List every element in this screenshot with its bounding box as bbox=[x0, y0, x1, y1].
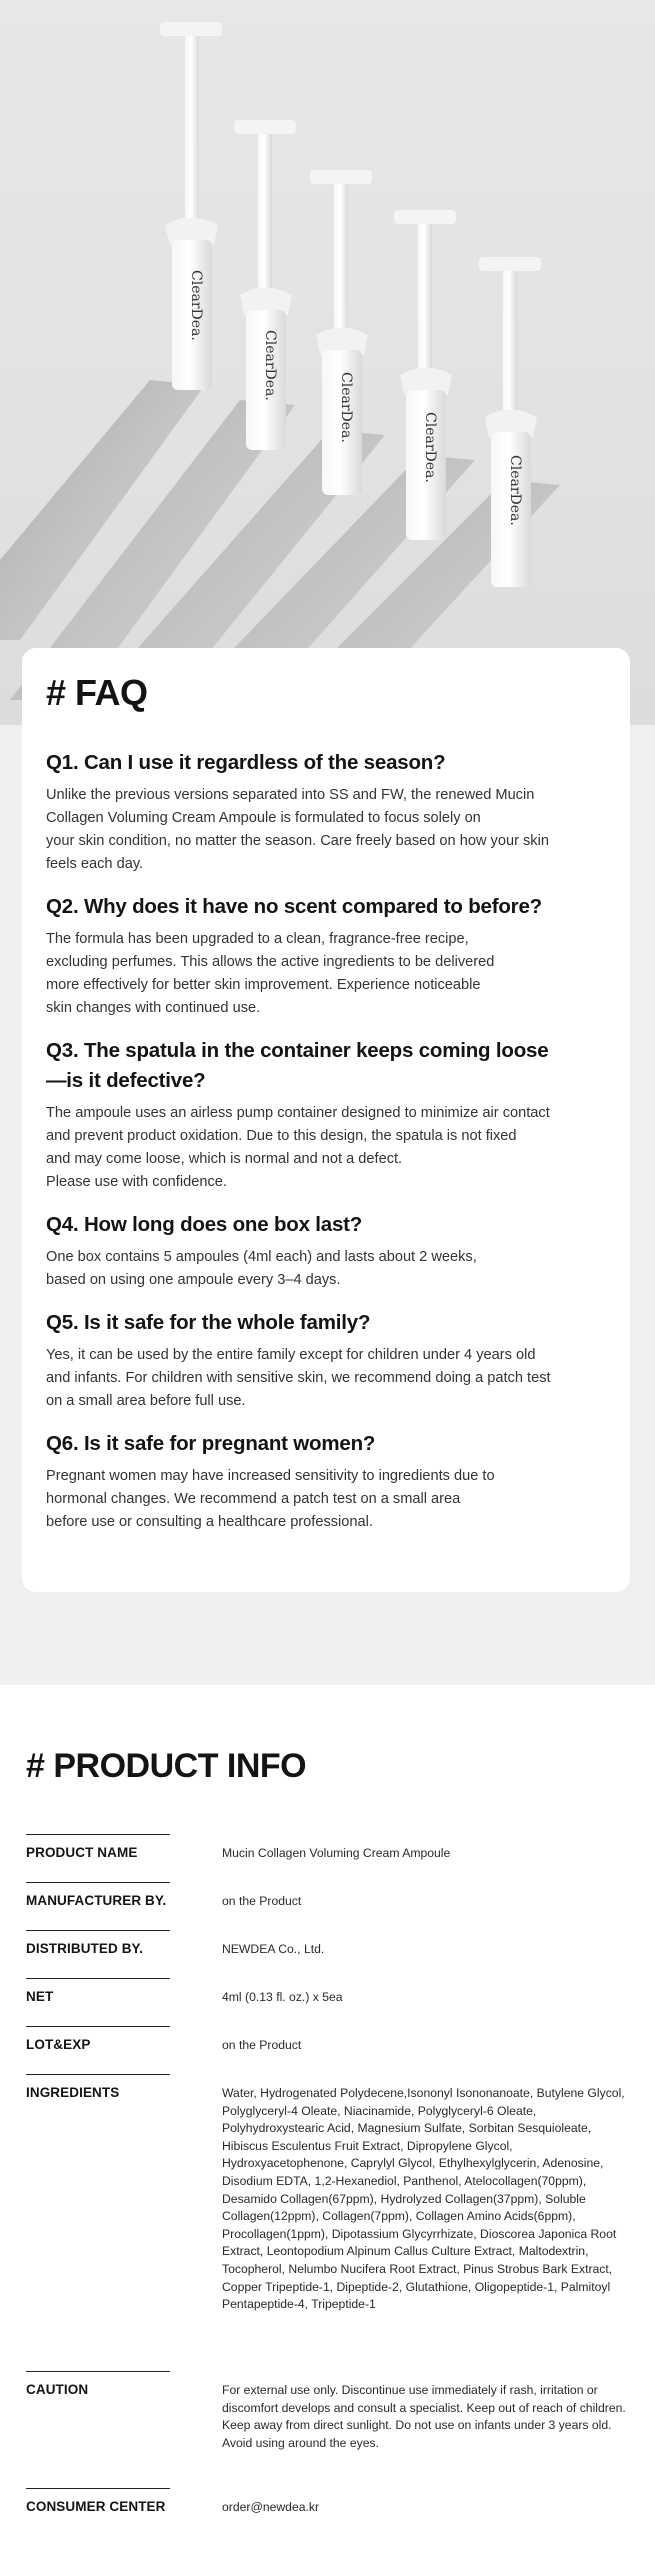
info-label: LOT&EXP bbox=[26, 2026, 170, 2052]
svg-text:ClearDea.: ClearDea. bbox=[188, 270, 204, 341]
info-value: on the Product bbox=[222, 1894, 302, 1908]
info-label: CAUTION bbox=[26, 2371, 170, 2397]
info-label: MANUFACTURER BY. bbox=[26, 1882, 170, 1908]
faq-question: Q6. Is it safe for pregnant women? bbox=[46, 1432, 376, 1455]
faq-question: Q3. The spatula in the container keeps coming loose —is it defective? bbox=[46, 1039, 549, 1092]
svg-text:ClearDea.: ClearDea. bbox=[422, 412, 438, 483]
info-value: Water, Hydrogenated Polydecene,Isononyl Isononanoate, Butylene Glycol, Polyglyceryl-4 Oleate, Niacinamide, Polyglyceryl-6 Oleate, Polyhydroxystearic Acid, Magnesium Sulfate, Sorbitan Sesquioleate, Hibiscus Esculentus Fruit Extract, Dipropylene Glycol, Hydroxyacetophenone, Caprylyl Glycol, Ethylhexylglycerin, Adenosine, Disodium EDTA, 1,2-Hexanediol, Panthenol, Atelocollagen(70ppm), Desamido Collagen(67ppm), Hydrolyzed Collagen(37ppm), Soluble Collagen(12ppm), Collagen(7ppm), Collagen Amino Acids(6ppm), Procollagen(1ppm), Dipotassium Glycyrrhizate, Dioscorea Japonica Root Extract, Leontopodium Alpinum Callus Culture Extract, Maltodextrin, Tocopherol, Nelumbo Nucifera Root Extract, Pinus Strobus Bark Extract, Copper Tripeptide-1, Dipeptide-2, Glutathione, Oligopeptide-1, Palmitoyl Pentapeptide-4, Tripeptide-1 bbox=[222, 2086, 625, 2312]
faq-answer: Unlike the previous versions separated into SS and FW, the renewed Mucin Collagen Voluming Cream Ampoule is formulated to focus solely on your skin condition, no matter the season. Care freely based on how your skin feels each day. bbox=[46, 787, 549, 872]
faq-question: Q1. Can I use it regardless of the season? bbox=[46, 751, 446, 774]
info-label: PRODUCT NAME bbox=[26, 1834, 170, 1860]
faq-question: Q4. How long does one box last? bbox=[46, 1213, 363, 1236]
faq-answer: The formula has been upgraded to a clean, fragrance-free recipe, excluding perfumes. This allows the active ingredients to be delivered more effectively for better skin improvement. Experience noticeable skin changes with continued use. bbox=[46, 931, 495, 1016]
faq-question: Q2. Why does it have no scent compared to before? bbox=[46, 895, 542, 918]
info-label: DISTRIBUTED BY. bbox=[26, 1930, 170, 1956]
info-value: 4ml (0.13 fl. oz.) x 5ea bbox=[222, 1990, 343, 2004]
faq-item bbox=[46, 748, 606, 876]
hero-product-photo bbox=[0, 0, 655, 725]
faq-item bbox=[46, 1036, 606, 1194]
info-value: NEWDEA Co., Ltd. bbox=[222, 1942, 325, 1956]
svg-text:ClearDea.: ClearDea. bbox=[338, 372, 354, 443]
info-label: CONSUMER CENTER bbox=[26, 2488, 170, 2514]
ampoule-1 bbox=[160, 22, 222, 390]
info-value: Mucin Collagen Voluming Cream Ampoule bbox=[222, 1846, 451, 1860]
faq-item bbox=[46, 1429, 606, 1534]
faq-item bbox=[46, 1210, 606, 1292]
info-value: on the Product bbox=[222, 2038, 302, 2052]
svg-text:ClearDea.: ClearDea. bbox=[262, 330, 278, 401]
faq-question: Q5. Is it safe for the whole family? bbox=[46, 1311, 371, 1334]
faq-answer: Yes, it can be used by the entire family except for children under 4 years old and infants. For children with sensitive skin, we recommend doing a patch test on a small area before full use. bbox=[46, 1347, 551, 1409]
faq-answer: Pregnant women may have increased sensitivity to ingredients due to hormonal changes. We recommend a patch test on a small area before use or consulting a healthcare professional. bbox=[46, 1468, 495, 1530]
faq-card bbox=[22, 648, 630, 1592]
product-info-section bbox=[0, 1685, 655, 2560]
faq-item bbox=[46, 892, 606, 1020]
faq-answer: One box contains 5 ampoules (4ml each) and lasts about 2 weeks, based on using one ampoule every 3–4 days. bbox=[46, 1249, 477, 1288]
faq-item bbox=[46, 1308, 606, 1413]
info-label: NET bbox=[26, 1978, 170, 2004]
faq-section bbox=[0, 672, 655, 1685]
product-info-title: # PRODUCT INFO bbox=[26, 1747, 307, 1785]
ampoule-product-image bbox=[0, 0, 655, 725]
faq-answer: The ampoule uses an airless pump container designed to minimize air contact and prevent product oxidation. Due to this design, the spatula is not fixed and may come loose, which is normal and not a defect. Please use with confidence. bbox=[46, 1105, 550, 1190]
info-value: For external use only. Discontinue use immediately if rash, irritation or discomfort develops and consult a specialist. Keep out of reach of children. Keep away from direct sunlight. Do not use on infants under 3 years old. Avoid using around the eyes. bbox=[222, 2383, 626, 2450]
info-label: INGREDIENTS bbox=[26, 2074, 170, 2100]
svg-text:ClearDea.: ClearDea. bbox=[507, 455, 523, 526]
faq-title: # FAQ bbox=[46, 672, 148, 713]
consumer-email-link[interactable]: order@newdea.kr bbox=[222, 2500, 320, 2514]
